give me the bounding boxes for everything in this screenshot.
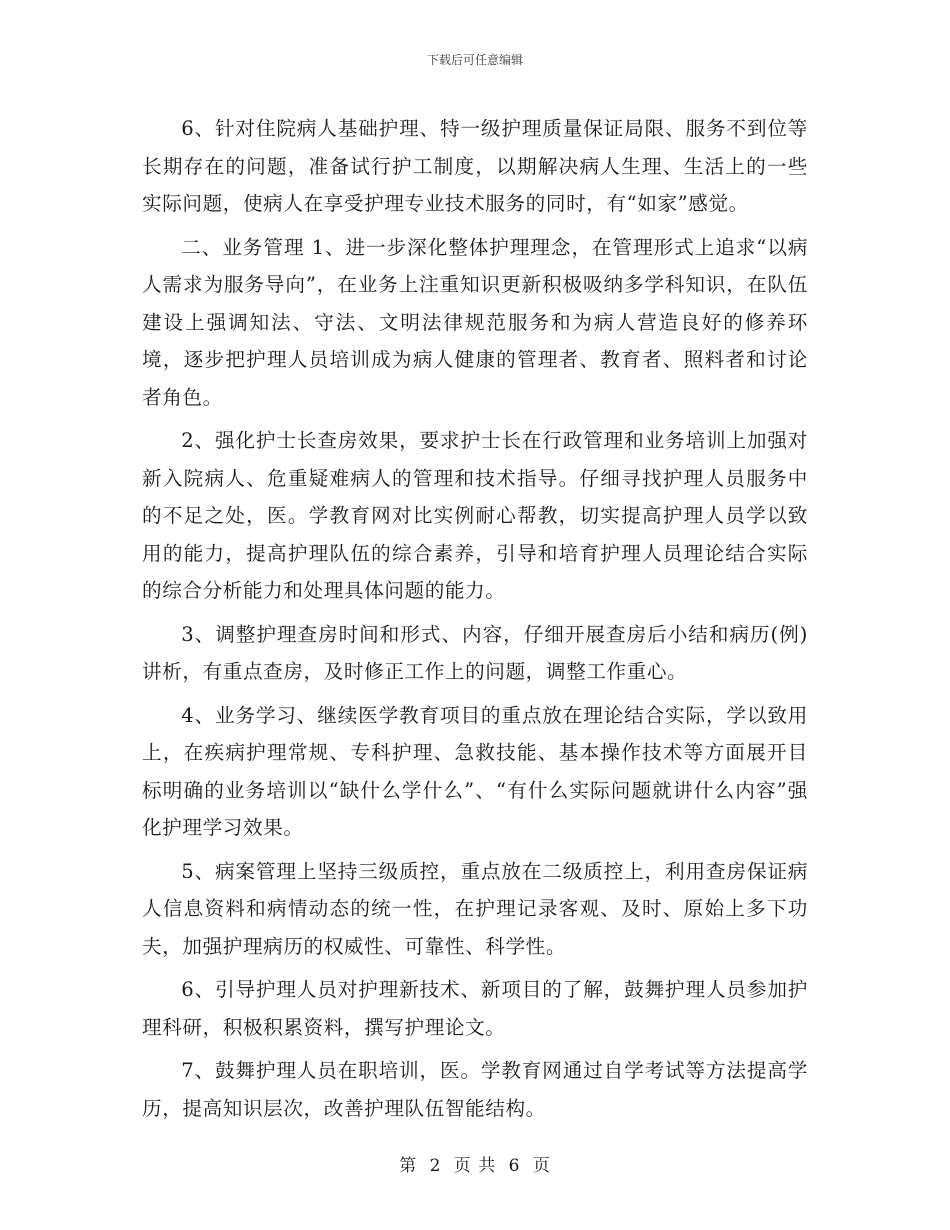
paragraph: 3、调整护理查房时间和形式、内容，仔细开展查房后小结和病历(例)讲析，有重点查房，及时修正工作上的问题，调整工作重心。 (142, 622, 808, 683)
footer-prefix: 第 (399, 1156, 418, 1176)
paragraph: 2、强化护士长查房效果，要求护士长在行政管理和业务培训上加强对新入院病人、危重疑难病人的管理和技术指导。仔细寻找护理人员服务中的不足之处，医。学教育网对比实例耐心帮教，切实提高护理人员学以致用的能力，提高护理队伍的综合素养，引导和培育护理人员理论结合实际的综合分析能力和处理具体问题的能力。 (142, 429, 808, 602)
document-body (142, 110, 808, 1133)
total-page-number: 6 (508, 1156, 521, 1176)
header-text: 下载后可任意编辑 (426, 53, 523, 67)
current-page-number: 2 (429, 1156, 442, 1176)
page-footer (0, 1155, 950, 1177)
page-header (0, 52, 950, 68)
footer-middle: 页 共 (453, 1156, 497, 1176)
paragraph: 5、病案管理上坚持三级质控，重点放在二级质控上，利用查房保证病人信息资料和病情动态的统一性，在护理记录客观、及时、原始上多下功夫，加强护理病历的权威性、可靠性、科学性。 (142, 859, 808, 958)
paragraph: 7、鼓舞护理人员在职培训，医。学教育网通过自学考试等方法提高学历，提高知识层次，改善护理队伍智能结构。 (142, 1059, 808, 1120)
footer-suffix: 页 (532, 1156, 551, 1176)
paragraph: 二、业务管理 1、进一步深化整体护理理念，在管理形式上追求“以病人需求为服务导向”，在业务上注重知识更新积极吸纳多学科知识，在队伍建设上强调知法、守法、文明法律规范服务和为病人营造良好的修养环境，逐步把护理人员培训成为病人健康的管理者、教育者、照料者和讨论者角色。 (142, 235, 808, 409)
paragraph: 4、业务学习、继续医学教育项目的重点放在理论结合实际，学以致用上，在疾病护理常规、专科护理、急救技能、基本操作技术等方面展开目标明确的业务培训以“缺什么学什么”、“有什么实际问题就讲什么内容”强化护理学习效果。 (142, 703, 808, 839)
paragraph: 6、针对住院病人基础护理、特一级护理质量保证局限、服务不到位等长期存在的问题，准备试行护工制度，以期解决病人生理、生活上的一些实际问题，使病人在享受护理专业技术服务的同时，有“如家”感觉。 (142, 117, 808, 215)
paragraph: 6、引导护理人员对护理新技术、新项目的了解，鼓舞护理人员参加护理科研，积极积累资料，撰写护理论文。 (142, 978, 808, 1039)
